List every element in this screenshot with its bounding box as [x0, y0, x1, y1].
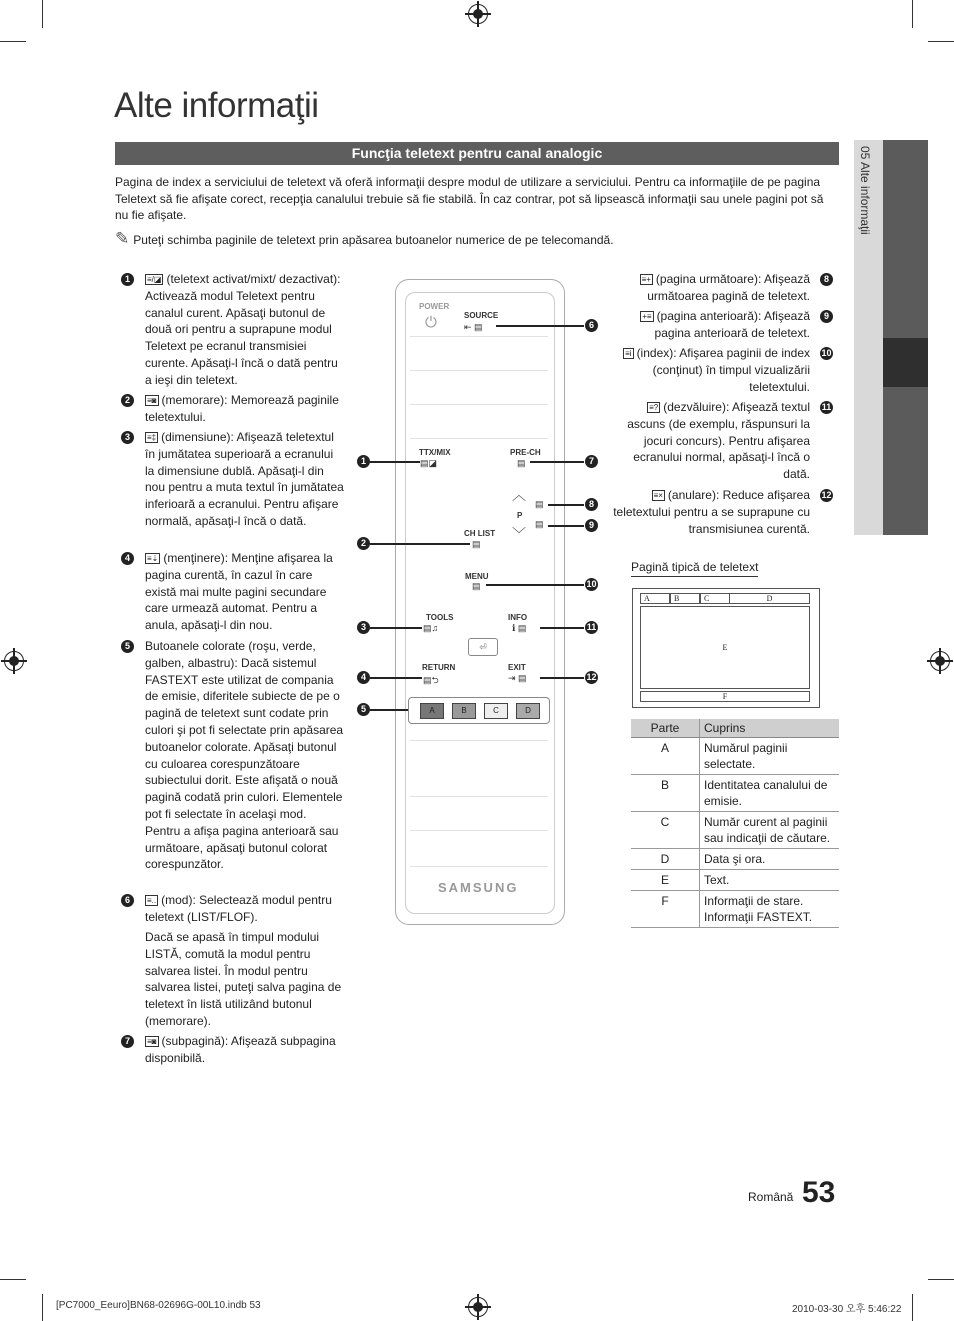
callout-number: 10: [586, 579, 597, 589]
table-header-row: [631, 719, 839, 738]
pencil-icon: ✎: [115, 229, 130, 248]
callout-number: 4: [357, 671, 370, 684]
table-cell: Număr curent al paginii sau indicaţii de căutare.: [700, 812, 840, 849]
menu-label: MENU: [465, 572, 489, 581]
table-cell: F: [631, 891, 700, 928]
note: [115, 229, 839, 249]
chevron-up-icon[interactable]: ︿: [512, 487, 526, 503]
item-number: 2: [121, 394, 134, 407]
return-label: RETURN: [422, 663, 456, 672]
item-text: (dezvăluire): Afişează textul ascuns (de exemplu, răspunsuri la jocuri concurs). Pentru afişarea ecranului normal, apăsaţi-l încă o dată.: [627, 400, 810, 482]
mode-icon: ≡..: [147, 896, 157, 905]
color-button-a[interactable]: A: [420, 703, 444, 719]
divider: [410, 796, 548, 797]
callout-number: 8: [585, 498, 598, 511]
table-cell: Numărul paginii selectate.: [700, 738, 840, 775]
table-header: Parte: [631, 719, 700, 738]
callout-line: [370, 627, 422, 629]
item-number: 10: [821, 348, 832, 358]
item-number: 3: [121, 431, 134, 444]
divider: [410, 830, 548, 831]
source-icon[interactable]: ⇤ ▤: [464, 322, 483, 332]
table-row: [631, 891, 839, 928]
callout-line: [486, 584, 584, 586]
hold-icon: ≡⇣: [147, 554, 159, 563]
registration-mark-icon: [468, 1297, 488, 1317]
size-icon[interactable]: ▤♫: [423, 623, 439, 633]
color-button-c[interactable]: C: [484, 703, 508, 719]
callout-number: 2: [357, 537, 370, 550]
ttx-label: TTX/MIX: [419, 448, 451, 457]
item-text: (menţinere): Menţine afişarea la pagina curentă, în cazul în care există mai multe pagini secundare care urmează automat. Pentru a anula, apăsaţi-l din nou.: [145, 551, 333, 633]
registration-mark-icon: [930, 651, 950, 671]
callout-line: [496, 325, 584, 327]
table-row: [631, 812, 839, 849]
table-row: [631, 870, 839, 891]
callout-number: 5: [357, 703, 370, 716]
teletext-cell-d: D: [729, 593, 810, 604]
table-cell: C: [631, 812, 700, 849]
callout-number: 7: [585, 455, 598, 468]
chlist-label: CH LIST: [464, 529, 496, 538]
page-title: Alte informaţii: [114, 86, 319, 125]
footer-language: Română: [748, 1190, 794, 1204]
crop-mark: [42, 1294, 43, 1321]
index-icon: ≡i: [625, 349, 632, 358]
prech-label: PRE-CH: [510, 448, 541, 457]
item-number: 12: [821, 490, 832, 500]
reveal-icon: ≡?: [649, 403, 659, 412]
callout-line: [548, 525, 584, 527]
table-cell: Informaţii de stare. Informaţii FASTEXT.: [700, 891, 840, 928]
crop-mark: [928, 1279, 954, 1280]
crop-mark: [912, 0, 913, 28]
item-number: 8: [820, 273, 833, 286]
callout-number: 3: [357, 621, 370, 634]
chevron-down-icon[interactable]: ﹀: [512, 526, 526, 542]
divider: [410, 370, 548, 371]
reveal-icon[interactable]: ℹ ▤: [512, 623, 527, 633]
previous-page-icon[interactable]: ▤: [535, 519, 544, 529]
item-text: (memorare): Memorează paginile teletextului.: [145, 393, 339, 424]
item-text: (teletext activat/mixt/ dezactivat): Activează modul Teletext pentru canalul curent. Apăsaţi butonul de două ori pentru a suprapune modul Teletext pe ecranul transmisiei curente. Apăsaţi-l încă o dată pentru a ieşi din teletext.: [145, 272, 341, 387]
crop-mark: [42, 0, 43, 28]
teletext-mix-icon[interactable]: ▤◪: [420, 458, 438, 468]
store-icon: ≡◙: [147, 396, 157, 405]
item-text: (subpagină): Afişează subpagina disponibilă.: [145, 1034, 336, 1065]
print-info-date: 2010-03-30 오후 5:46:22: [792, 1304, 902, 1315]
item-number: 9: [820, 310, 833, 323]
crop-mark: [912, 1294, 913, 1321]
item-text: Butoanele colorate (roşu, verde, galben, albastru): Dacă sistemul FASTEXT este utilizat de compania de emisie, diferitele subiecte de pe o pagină de teletext sunt codate prin culori şi pot fi selectate prin apăsarea butoanelor colorate. Apăsaţi butonul cu culoarea corespunzătoare subiectului dorit. Este afişată o nouă pagină codată prin culori. Elementele pot fi selectate în acelaşi mod. Pentru a afişa pagina anterioară sau următoare, apăsaţi butonul colorat corespunzător.: [145, 639, 344, 872]
next-page-icon[interactable]: ▤: [535, 499, 544, 509]
item-number: 1: [121, 273, 134, 286]
callout-number: 1: [357, 455, 370, 468]
next-page-icon: ≡+: [641, 275, 651, 284]
subpage-icon[interactable]: ▤: [517, 458, 526, 468]
hold-icon[interactable]: ▤⮌: [423, 675, 439, 685]
power-label: POWER: [419, 302, 450, 311]
section-title: Funcţia teletext pentru canal analogic: [115, 142, 839, 165]
teletext-cell-b: B: [670, 593, 700, 604]
registration-mark-icon: [4, 651, 24, 671]
callout-number: 11: [586, 622, 597, 632]
item-text: Dacă se apasă în timpul modului LISTĂ, comută la modul pentru salvarea listei. În modul pentru salvarea listei, puteţi salva pagina de teletext în listă utilizând butonul (memorare).: [145, 930, 342, 1028]
item-number: 4: [121, 552, 134, 565]
callout-number: 9: [585, 519, 598, 532]
divider: [410, 438, 548, 439]
color-button-b[interactable]: B: [452, 703, 476, 719]
item-text: (anulare): Reduce afişarea teletextului pentru a se suprapune cu transmisiunea curentă.: [613, 488, 810, 536]
table-row: [631, 738, 839, 775]
teletext-cell-e: E: [640, 606, 810, 689]
teletext-cell-a: A: [640, 593, 670, 604]
item-text: (pagina următoare): Afişează următoarea pagină de teletext.: [647, 272, 810, 303]
previous-page-icon: +≡: [642, 312, 652, 321]
cancel-icon[interactable]: ⇥ ▤: [508, 673, 527, 683]
p-label: P: [517, 511, 523, 520]
parts-table: [631, 719, 839, 928]
exit-label: EXIT: [508, 663, 526, 672]
divider: [410, 404, 548, 405]
callout-line: [540, 677, 584, 679]
teletext-caption: Pagină tipică de teletext: [631, 560, 758, 577]
source-label: SOURCE: [464, 311, 499, 320]
table-cell: Data şi ora.: [700, 849, 840, 870]
table-cell: B: [631, 775, 700, 812]
callout-number: 12: [586, 672, 597, 682]
item-number: 11: [821, 402, 832, 412]
registration-mark-icon: [468, 4, 488, 24]
callout-line: [370, 543, 470, 545]
item-text: (pagina anterioară): Afişează pagina anterioară de teletext.: [654, 309, 810, 340]
table-cell: E: [631, 870, 700, 891]
table-cell: Text.: [700, 870, 840, 891]
crop-mark: [0, 1279, 26, 1280]
item-number: 5: [121, 640, 134, 653]
callout-number: 6: [585, 319, 598, 332]
item-text: (dimensiune): Afişează teletextul în jumătatea superioară a ecranului la dimensiune dublă. Apăsaţi-l din nou pentru a muta textul în jumătatea inferioară a ecranului. Pentru afişare normală, apăsaţi-l încă o dată.: [145, 430, 344, 528]
callout-line: [540, 627, 584, 629]
item-text: (mod): Selectează modul pentru teletext (LIST/FLOF).: [145, 893, 332, 924]
table-row: [631, 849, 839, 870]
side-tab-marker: [883, 338, 928, 387]
color-button-d[interactable]: D: [516, 703, 540, 719]
divider: [410, 336, 548, 337]
callout-line: [530, 461, 584, 463]
table-header: Cuprins: [700, 719, 840, 738]
subpage-icon: ≡◙: [147, 1037, 157, 1046]
divider: [410, 866, 548, 867]
crop-mark: [928, 41, 954, 42]
item-number: 6: [121, 894, 134, 907]
remote-face: [405, 292, 555, 914]
callout-line: [370, 461, 420, 463]
item-number: 7: [121, 1035, 134, 1048]
teletext-mix-icon: ≡/◪: [147, 275, 162, 284]
enter-icon[interactable]: ⏎: [468, 638, 498, 656]
divider: [410, 740, 548, 741]
intro-paragraph: Pagina de index a serviciului de teletext vă oferă informaţii despre modul de utilizare a serviciului. Pentru ca informaţiile de pe pagina Teletext să fie afişate corect, recepţia canalului trebuie să fie stabilă. În caz contrar, pot să lipsească informaţii sau unele pagini pot să nu fie afişate.: [115, 175, 824, 223]
callout-line: [370, 677, 422, 679]
callout-line: [370, 709, 408, 711]
item-text: (index): Afişarea paginii de index (conţinut) în timpul vizualizării teletextului.: [636, 346, 810, 394]
info-label: INFO: [508, 613, 528, 622]
index-icon[interactable]: ▤: [472, 581, 481, 591]
size-icon: ≡‡: [147, 433, 157, 442]
power-icon[interactable]: ⏻: [425, 314, 437, 331]
side-tab-label: 05 Alte informaţii: [858, 146, 872, 235]
page-number: 53: [802, 1176, 836, 1209]
note-text: Puteţi schimba paginile de teletext prin apăsarea butoanelor numerice de pe telecomandă.: [133, 233, 614, 247]
callout-line: [548, 504, 584, 506]
table-cell: D: [631, 849, 700, 870]
crop-mark: [0, 41, 26, 42]
tools-label: TOOLS: [426, 613, 454, 622]
table-row: [631, 775, 839, 812]
cancel-icon: ≡×: [653, 491, 663, 500]
table-cell: Identitatea canalului de emisie.: [700, 775, 840, 812]
teletext-cell-f: F: [640, 691, 810, 702]
table-cell: A: [631, 738, 700, 775]
store-icon[interactable]: ▤: [472, 539, 481, 549]
print-info-file: [PC7000_Eeuro]BN68-02696G-00L10.indb 53: [56, 1300, 261, 1311]
brand-logo: SAMSUNG: [438, 880, 519, 895]
teletext-cell-c: C: [700, 593, 730, 604]
